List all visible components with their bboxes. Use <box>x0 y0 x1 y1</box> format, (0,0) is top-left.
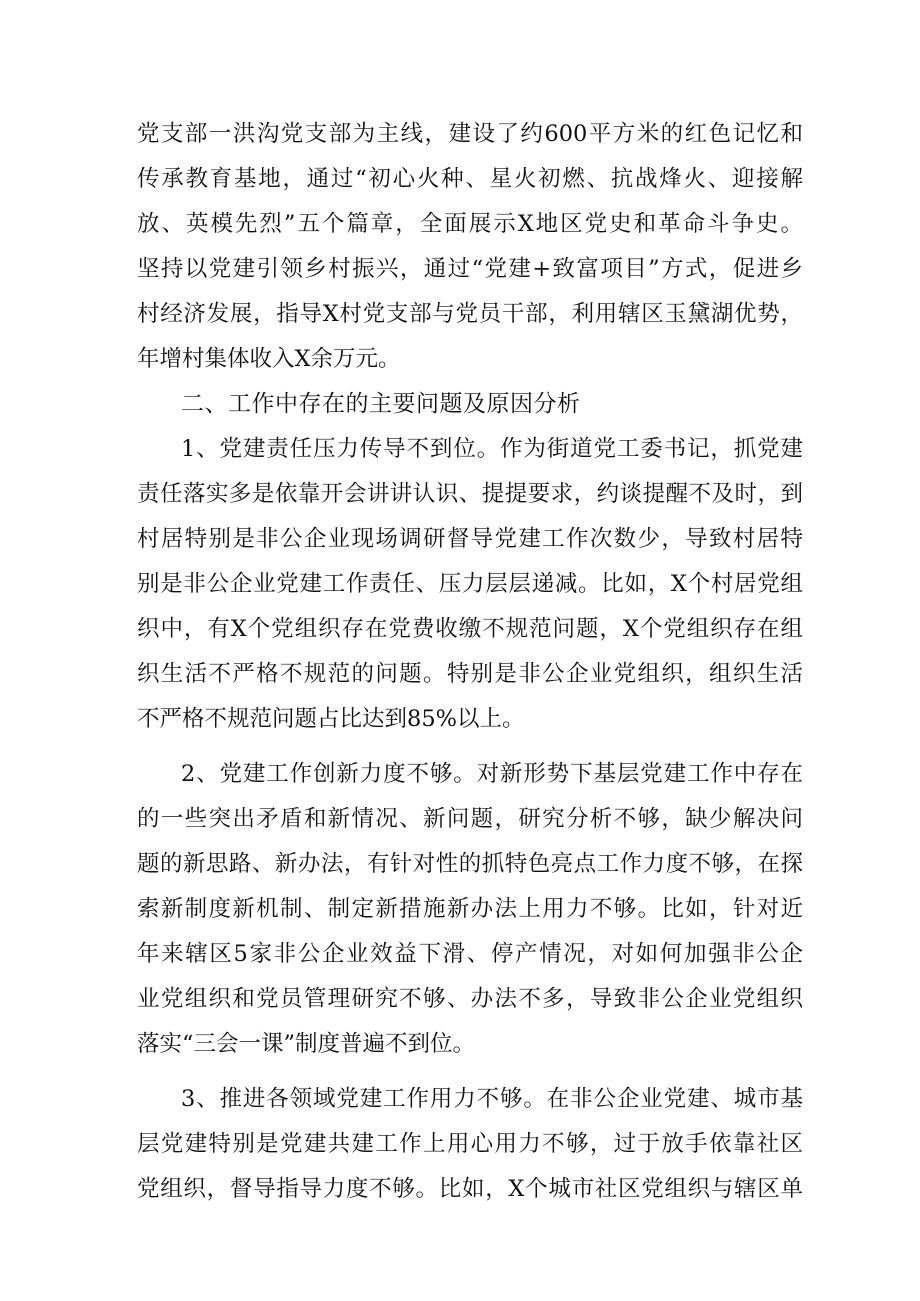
text-line: 年来辖区5家非公企业效益下滑、停产情况，对如何加强非公企 <box>137 941 803 967</box>
text-line: 坚持以党建引领乡村振兴，通过“党建+致富项目”方式，促进乡 <box>137 256 803 282</box>
text-line: 年增村集体收入X余万元。 <box>137 346 401 372</box>
text-line: 落实“三会一课”制度普遍不到位。 <box>137 1031 476 1057</box>
text-line: 村居特别是非公企业现场调研督导党建工作次数少，导致村居特 <box>137 526 803 552</box>
intro-paragraph <box>137 112 803 382</box>
text-line: 题的新思路、新办法，有针对性的抓特色亮点工作力度不够，在探 <box>137 851 803 877</box>
text-line: 3、推进各领域党建工作用力不够。在非公企业党建、城市基 <box>181 1086 803 1112</box>
text-line: 传承教育基地，通过“初心火种、星火初燃、抗战烽火、迎接解 <box>137 166 803 192</box>
text-line: 村经济发展，指导X村党支部与党员干部，利用辖区玉黛湖优势， <box>137 301 803 327</box>
text-line: 党支部一洪沟党支部为主线，建设了约600平方米的红色记忆和 <box>137 121 803 147</box>
problem-2-paragraph <box>137 752 803 1067</box>
document-body <box>137 112 803 1212</box>
text-line: 别是非公企业党建工作责任、压力层层递减。比如，X个村居党组 <box>137 571 803 597</box>
text-line: 织生活不严格不规范的问题。特别是非公企业党组织，组织生活 <box>137 661 803 687</box>
text-line: 业党组织和党员管理研究不够、办法不多，导致非公企业党组织 <box>137 986 803 1012</box>
section-heading: 二、工作中存在的主要问题及原因分析 <box>181 391 581 417</box>
text-line: 责任落实多是依靠开会讲讲认识、提提要求，约谈提醒不及时，到 <box>137 481 803 507</box>
paragraph-gap <box>137 742 803 752</box>
text-line: 织中，有X个党组织存在党费收缴不规范问题，X个党组织存在组 <box>137 616 803 642</box>
text-line: 索新制度新机制、制定新措施新办法上用力不够。比如，针对近 <box>137 896 803 922</box>
text-line: 党组织，督导指导力度不够。比如，X个城市社区党组织与辖区单 <box>137 1176 803 1202</box>
text-line: 不严格不规范问题占比达到85%以上。 <box>137 706 525 732</box>
text-line: 1、党建责任压力传导不到位。作为街道党工委书记，抓党建 <box>181 436 803 462</box>
text-line: 层党建特别是党建共建工作上用心用力不够，过于放手依靠社区 <box>137 1131 803 1157</box>
paragraph-gap <box>137 1067 803 1077</box>
problem-1-paragraph <box>137 427 803 742</box>
text-line: 的一些突出矛盾和新情况、新问题，研究分析不够，缺少解决问 <box>137 806 803 832</box>
text-line: 放、英模先烈”五个篇章，全面展示X地区党史和革命斗争史。 <box>137 211 803 237</box>
problem-3-paragraph <box>137 1077 803 1212</box>
text-line: 2、党建工作创新力度不够。对新形势下基层党建工作中存在 <box>181 761 803 787</box>
